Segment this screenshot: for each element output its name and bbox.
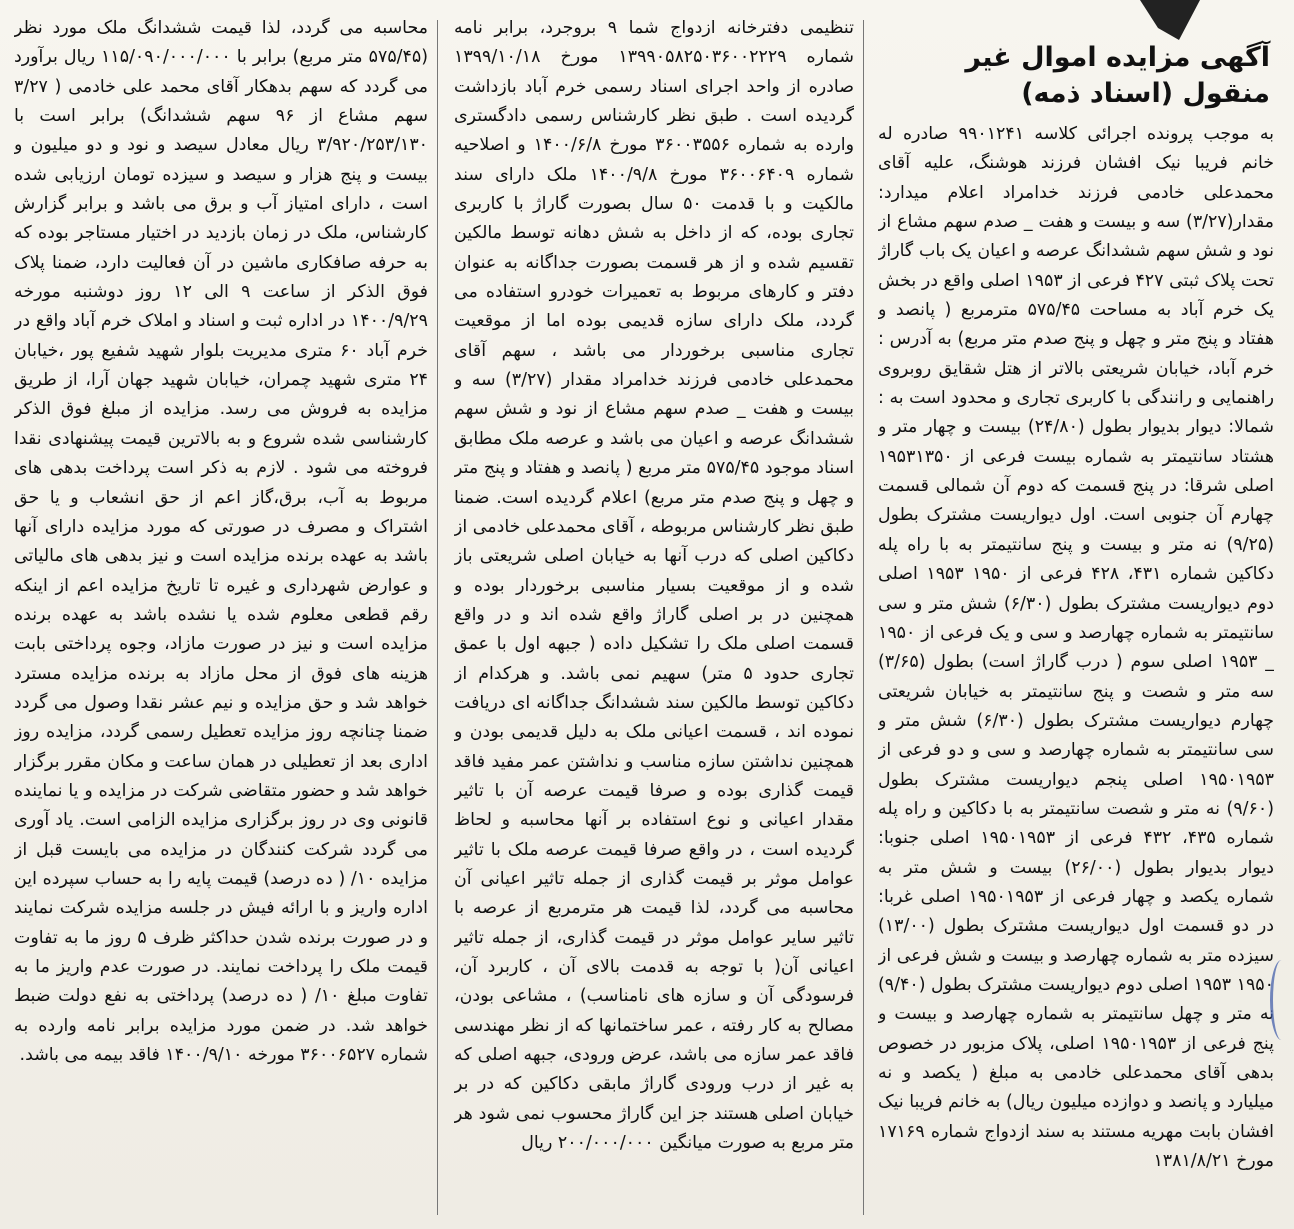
notice-column-right: به موجب پرونده اجرائی کلاسه ۹۹۰۱۲۴۱ صادره له خانم فریبا نیک افشان فرزند هوشنگ، علیه آقای محمدعلی خادمی فرزند خدامراد اعلام میدارد: مقدار(۳/۲۷) سه و بیست و هفت _ صدم سهم مشاع از نود و شش سهم ششدانگ عرصه و اعیان یک باب گاراژ تحت پلاک ثبتی ۴۲۷ فرعی از ۱۹۵۳ اصلی واقع در بخش یک خرم آباد به مساحت ۵۷۵/۴۵ مترمربع ( پانصد و هفتاد و پنج متر و چهل و پنج صدم متر مربع) به آدرس : خرم آباد، خیابان شریعتی بالاتر از هتل شقایق روبروی راهنمایی و رانندگی با کاربری تجاری و محدود است به : شمالا: دیوار بدیوار بطول (۲۴/۸۰) بیست و چهار متر و هشتاد سانتیمتر به شماره بیست فرعی از ۱۹۵۳۱۳۵۰ اصلی شرقا: در پنج قسمت که دوم آن شمالی قسمت چهارم آن جنوبی است. اول دیواریست مشترک بطول (۹/۲۵) نه متر و بیست و پنج سانتیمتر به با راه پله دکاکین شماره ۴۳۱، ۴۲۸ فرعی از ۱۹۵۰ ۱۹۵۳ اصلی دوم دیواریست مشترک بطول (۶/۳۰) شش متر و سی سانتیمتر به شماره چهارصد و سی و یک فرعی از ۱۹۵۰ _ ۱۹۵۳ اصلی سوم ( درب گاراژ است) بطول (۳/۶۵) سه متر و شصت و پنج سانتیمتر به خیابان شریعتی چهارم دیواریست مشترک بطول (۶/۳۰) شش متر و سی سانتیمتر به شماره چهارصد و سی و دو فرعی از ۱۹۵۰۱۹۵۳ اصلی پنجم دیواریست مشترک بطول (۹/۶۰) نه متر و شصت سانتیمتر به با دکاکین و راه پله شماره ۴۳۵، ۴۳۲ فرعی از ۱۹۵۰۱۹۵۳ اصلی جنوبا: دیوار بدیوار بطول (۲۶/۰۰) بیست و شش متر به شماره یکصد و چهار فرعی از ۱۹۵۰۱۹۵۳ اصلی غربا: در دو قسمت اول دیواریست مشترک بطول (۱۳/۰۰) سیزده متر به شماره چهارصد و بیست و شش فرعی از ۱۹۵۰ ۱۹۵۳ اصلی دوم دیواریست مشترک بطول (۹/۴۰) نه متر و چهل سانتیمتر به شماره چهارصد و بیست و پنج فرعی از ۱۹۵۰۱۹۵۳ اصلی، پلاک مزبور در خصوص بدهی آقای محمدعلی خادمی به مبلغ ( یکصد و نه میلیارد و پانصد و دوازده میلیون ریال) به خانم فریبا نیک افشان بابت مهریه مستند به سند ازدواج شماره ۱۷۱۶۹ مورخ ۱۳۸۱/۸/۲۱: [878, 124, 1274, 1172]
column-divider: [863, 20, 864, 1215]
notice-column-left: محاسبه می گردد، لذا قیمت ششدانگ ملک مورد نظر (۵۷۵/۴۵ متر مربع) برابر با ۱۱۵/۰۹۰/۰۰۰/۰۰۰ ریال برآورد می گردد که سهم بدهکار آقای محمد علی خادمی ( ۳/۲۷ سهم مشاع از ۹۶ سهم ششدانگ) برابر است با ۳/۹۲۰/۲۵۳/۱۳۰ ریال معادل سیصد و نود و دو میلیون و بیست و پنج هزار و سیصد و سیزده تومان ارزیابی شده است ، دارای امتیاز آب و برق می باشد و برابر گزارش کارشناس، ملک در زمان بازدید در اختیار مستاجر بوده که به حرفه صافکاری ماشین در آن فعالیت دارد، ضمنا پلاک فوق الذکر از ساعت ۹ الی ۱۲ روز دوشنبه مورخه ۱۴۰۰/۹/۲۹ در اداره ثبت و اسناد و املاک خرم آباد واقع در خرم آباد ۶۰ متری مدیریت بلوار شهید شفیع پور ،خیابان ۲۴ متری شهید چمران، خیابان شهید جهان آرا، از طریق مزایده به فروش می رسد. مزایده از مبلغ فوق الذکر کارشناسی شده شروع و به بالاترین قیمت پیشنهادی نقدا فروخته می شود . لازم به ذکر است پرداخت بدهی های مربوط به آب، برق،گاز اعم از حق انشعاب و یا حق اشتراک و مصرف در صورتی که مورد مزایده دارای آنها باشد به عهده برنده مزایده است و نیز بدهی های مالیاتی و عوارض شهرداری و غیره تا تاریخ مزایده اعم از اینکه رقم قطعی معلوم شده یا نشده باشد به عهده برنده مزایده است و نیز در صورت مازاد، وجوه پرداختی بابت هزینه های فوق از محل مازاد به برنده مزایده مسترد خواهد شد و حق مزایده و نیم عشر نقدا وصول می گردد ضمنا چنانچه روز مزایده تعطیل رسمی گردد، مزایده روز اداری بعد از تعطیلی در همان ساعت و مکان مقرر برگزار خواهد شد و حضور متقاضی شرکت در مزایده و یا نماینده قانونی وی در روز برگزاری مزایده الزامی است. یاد آوری می گردد شرکت کنندگان در مزایده می بایست قبل از مزایده ۱۰/ ( ده درصد) قیمت پایه را به حساب سپرده این اداره واریز و با ارائه فیش در جلسه مزایده شرکت نمایند و در صورت برنده شدن حداکثر ظرف ۵ روز ما به تفاوت قیمت ملک را پرداخت نمایند. در صورت عدم واریز ما به تفاوت مبلغ ۱۰/ ( ده درصد) پرداختی به نفع دولت ضبط خواهد شد. در ضمن مورد مزایده برابر نامه وارده به شماره ۳۶۰۰۶۵۲۷ مورخه ۱۴۰۰/۹/۱۰ فاقد بیمه می باشد.: [14, 18, 428, 1066]
notice-column-middle: تنظیمی دفترخانه ازدواج شما ۹ بروجرد، برابر نامه شماره ۱۳۹۹۰۵۸۲۵۰۳۶۰۰۲۲۲۹ مورخ ۱۳۹۹/۱۰/۱۸ صادره از واحد اجرای اسناد رسمی خرم آباد بازداشت گردیده است . طبق نظر کارشناس رسمی دادگستری وارده به شماره ۳۶۰۰۳۵۵۶ مورخ ۱۴۰۰/۶/۸ و اصلاحیه شماره ۳۶۰۰۶۴۰۹ مورخ ۱۴۰۰/۹/۸ ملک دارای سند مالکیت و با قدمت ۵۰ سال بصورت گاراژ با کاربری تجاری بوده، که از داخل به شش دهانه توسط مالکین تقسیم شده و از هر قسمت بصورت جداگانه به عنوان دفتر و کارهای مربوط به تعمیرات خودرو استفاده می گردد، ملک دارای سازه قدیمی بوده اما از موقعیت تجاری مناسبی برخوردار می باشد ، سهم آقای محمدعلی خادمی فرزند خدامراد مقدار (۳/۲۷) سه و بیست و هفت _ صدم سهم مشاع از نود و شش سهم ششدانگ عرصه و اعیان می باشد و عرصه ملک مطابق اسناد موجود ۵۷۵/۴۵ متر مربع ( پانصد و هفتاد و پنج متر و چهل و پنج صدم متر مربع) اعلام گردیده است. ضمنا طبق نظر کارشناس مربوطه ، آقای محمدعلی خادمی از دکاکین اصلی که درب آنها به خیابان اصلی شریعتی باز شده و از موقعیت بسیار مناسبی برخوردار بوده و همچنین در بر اصلی گاراژ واقع شده اند و در واقع قسمت اصلی ملک را تشکیل داده ( جبهه اول با عمق تجاری حدود ۵ متر) سهیم نمی باشد. و هرکدام از دکاکین توسط مالکین سند ششدانگ جداگانه ای دریافت نموده اند ، قسمت اعیانی ملک به دلیل قدیمی بودن و همچنین نداشتن سازه مناسب و نداشتن عمر مفید فاقد قیمت گذاری بوده و صرفا قیمت عرصه آن با تاثیر مقدار اعیانی و نوع استفاده بر آنها محاسبه و لحاظ گردیده است ، در واقع صرفا قیمت عرصه ملک با تاثیر عوامل موثر بر قیمت گذاری از جمله تاثیر اعیانی آن محاسبه می گردد، لذا قیمت هر مترمربع از عرصه با تاثیر سایر عوامل موثر در قیمت گذاری، از جمله تاثیر اعیانی آن( با توجه به قدمت بالای آن ، کاربرد آن، فرسودگی آن و سازه های نامناسب) ، مشاعی بودن، مصالح به کار رفته ، عمر ساختمانها که از نظر مهندسی فاقد عمر سازه می باشد، عرض ورودی، جبهه اصلی که به غیر از درب ورودی گاراژ مابقی دکاکین که در بر خیابان اصلی هستند جز این گاراژ محسوب نمی شود هر متر مربع به صورت میانگین ۲۰۰/۰۰۰/۰۰۰ ریال: [454, 18, 854, 1154]
torn-corner: [1140, 0, 1200, 40]
ink-mark: [1270, 960, 1293, 1040]
notice-title: آگهی مزایده اموال غیر منقول (اسناد ذمه): [965, 42, 1270, 109]
column-divider: [437, 20, 438, 1215]
